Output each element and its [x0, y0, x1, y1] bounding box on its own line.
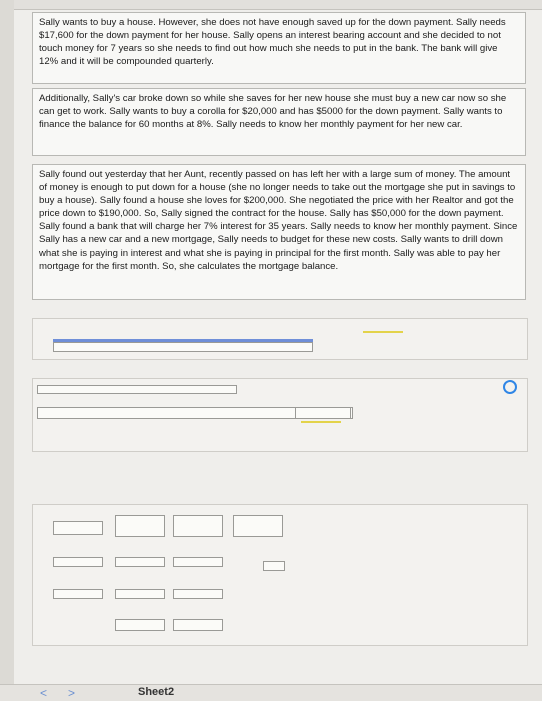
paragraph-1: Sally wants to buy a house. However, she does not have enough saved up for the down payment. Sally needs $17,600 for the down payment for her house. Sally opens an interest bearing account and she decided to not touch money for 7 years so she needs to find out how much she needs to put in the bank. The bank will give 12% and it will be compounded quarterly. [39, 17, 506, 68]
principal-box[interactable] [53, 521, 103, 535]
principal-result-box[interactable] [53, 557, 103, 567]
monthly-payment-box[interactable] [233, 515, 283, 537]
next-sheet-arrow-icon[interactable]: > [68, 686, 76, 700]
term-box[interactable] [263, 561, 285, 571]
first-month-principal-result[interactable] [115, 619, 165, 631]
prev-sheet-arrow-icon[interactable]: < [40, 686, 48, 700]
total-interest-box[interactable] [173, 515, 223, 537]
paragraph-3: Sally found out yesterday that her Aunt, recently passed on has left her with a large sum of money. The amount of money is enough to put down for a house (she no longer needs to take out the mortgage she put in savings to buy a house). Sally found a house she loves for $200,000. She negotiated the price with her Realtor and got the price down to $190,000. So, Sally signed the contract for the house. Sally has $50,000 for the down payment. Sally found a bank that will charge her 7% interest for 35 years. Sally needs to know her monthly payment. Since Sally has a new car and a new mortgage, Sally needs to budget for these new costs. Sally wants to drill down what she is paying in interest and what she is paying in principal for the first month. Sally was able to pay her mortgage for the first month. So, she calculates the mortgage balance. [39, 169, 518, 272]
row-number-column [0, 0, 15, 700]
input-cell-row[interactable] [53, 342, 313, 352]
paragraph-2: Additionally, Sally's car broke down so while she saves for her new house she must buy a new car now so she can get to work. Sally wants to buy a corolla for $20,000 and has $5000 for the down payment. Sally wants to finance the balance for 60 months at 8%. Sally needs to know her monthly payment for her new car. [39, 93, 507, 131]
column-header-bar [14, 0, 542, 10]
mortgage-box[interactable] [115, 515, 165, 537]
result-highlight-bar [301, 421, 341, 423]
loan-input-row-1[interactable] [37, 385, 237, 394]
problem-text-box-2[interactable] [32, 88, 526, 156]
sheet-tab-sheet2[interactable]: Sheet2 [138, 686, 175, 698]
mortgage-section [32, 504, 528, 646]
monthly-payment-input-box[interactable] [53, 589, 103, 599]
sheet-tab-bar [0, 684, 542, 701]
rate-box[interactable] [115, 557, 165, 567]
problem-text-box-3[interactable] [32, 164, 526, 300]
first-month-interest-box[interactable] [115, 589, 165, 599]
car-loan-section [32, 378, 528, 452]
result-highlight-bar [363, 331, 403, 333]
first-month-principal-box[interactable] [173, 589, 223, 599]
mortgage-balance-box[interactable] [173, 619, 223, 631]
problem-text-box-1[interactable] [32, 12, 526, 84]
payment-result-cell[interactable] [295, 407, 351, 419]
future-value-section [32, 318, 528, 360]
circle-icon[interactable] [503, 380, 517, 394]
first-month-box[interactable] [173, 557, 223, 567]
